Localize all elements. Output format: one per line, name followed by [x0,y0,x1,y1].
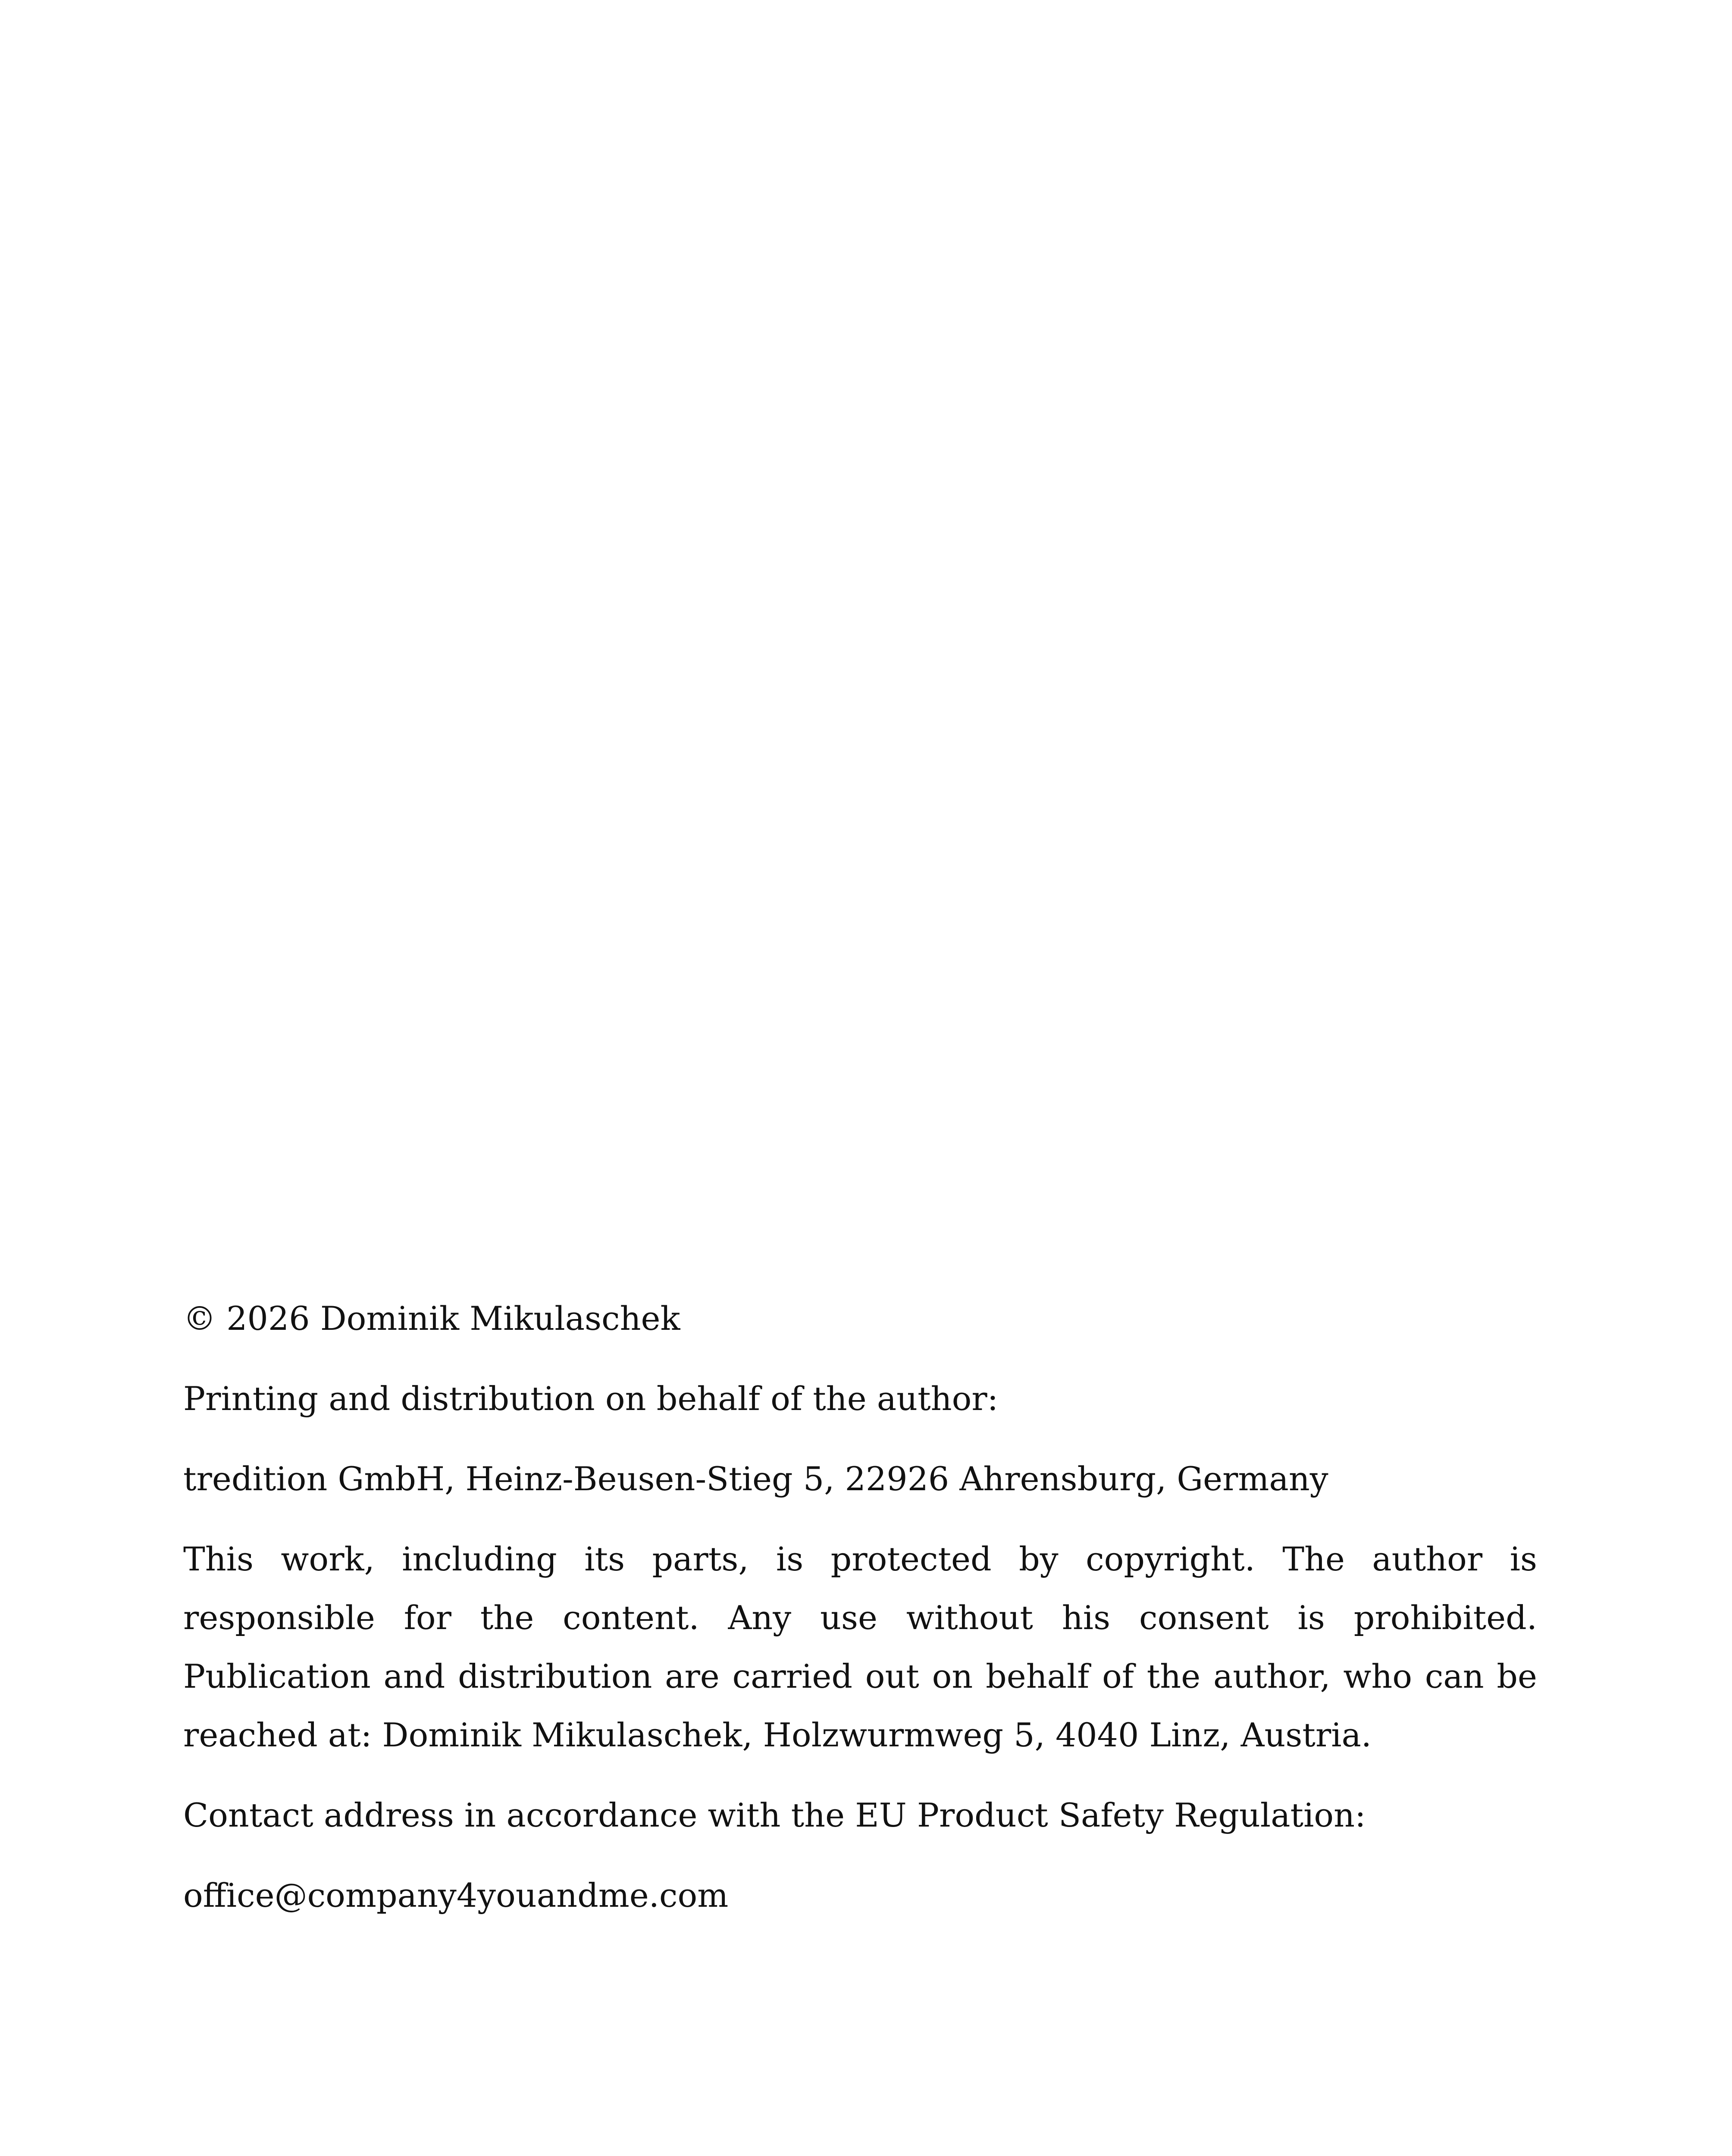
contact-email: office@company4youandme.com [183,1876,729,1915]
printing-distribution-line: Printing and distribution on behalf of the author: [183,1379,999,1418]
imprint-block [183,1289,1537,1946]
publisher-address: tredition GmbH, Heinz-Beusen-Stieg 5, 22926 Ahrensburg, Germany [183,1460,1328,1498]
rights-paragraph: This work, including its parts, is protected by copyright. The author is responsible for the content. Any use without his consent is prohibited. Publication and distribution are carried out on behalf of the author, who can be reached at: Dominik Mikulaschek, Holzwurmweg 5, 4040 Linz, Austria. [183,1540,1537,1754]
copyright-line: © 2026 Dominik Mikulaschek [183,1299,680,1338]
contact-heading: Contact address in accordance with the EU Product Safety Regulation: [183,1796,1366,1834]
